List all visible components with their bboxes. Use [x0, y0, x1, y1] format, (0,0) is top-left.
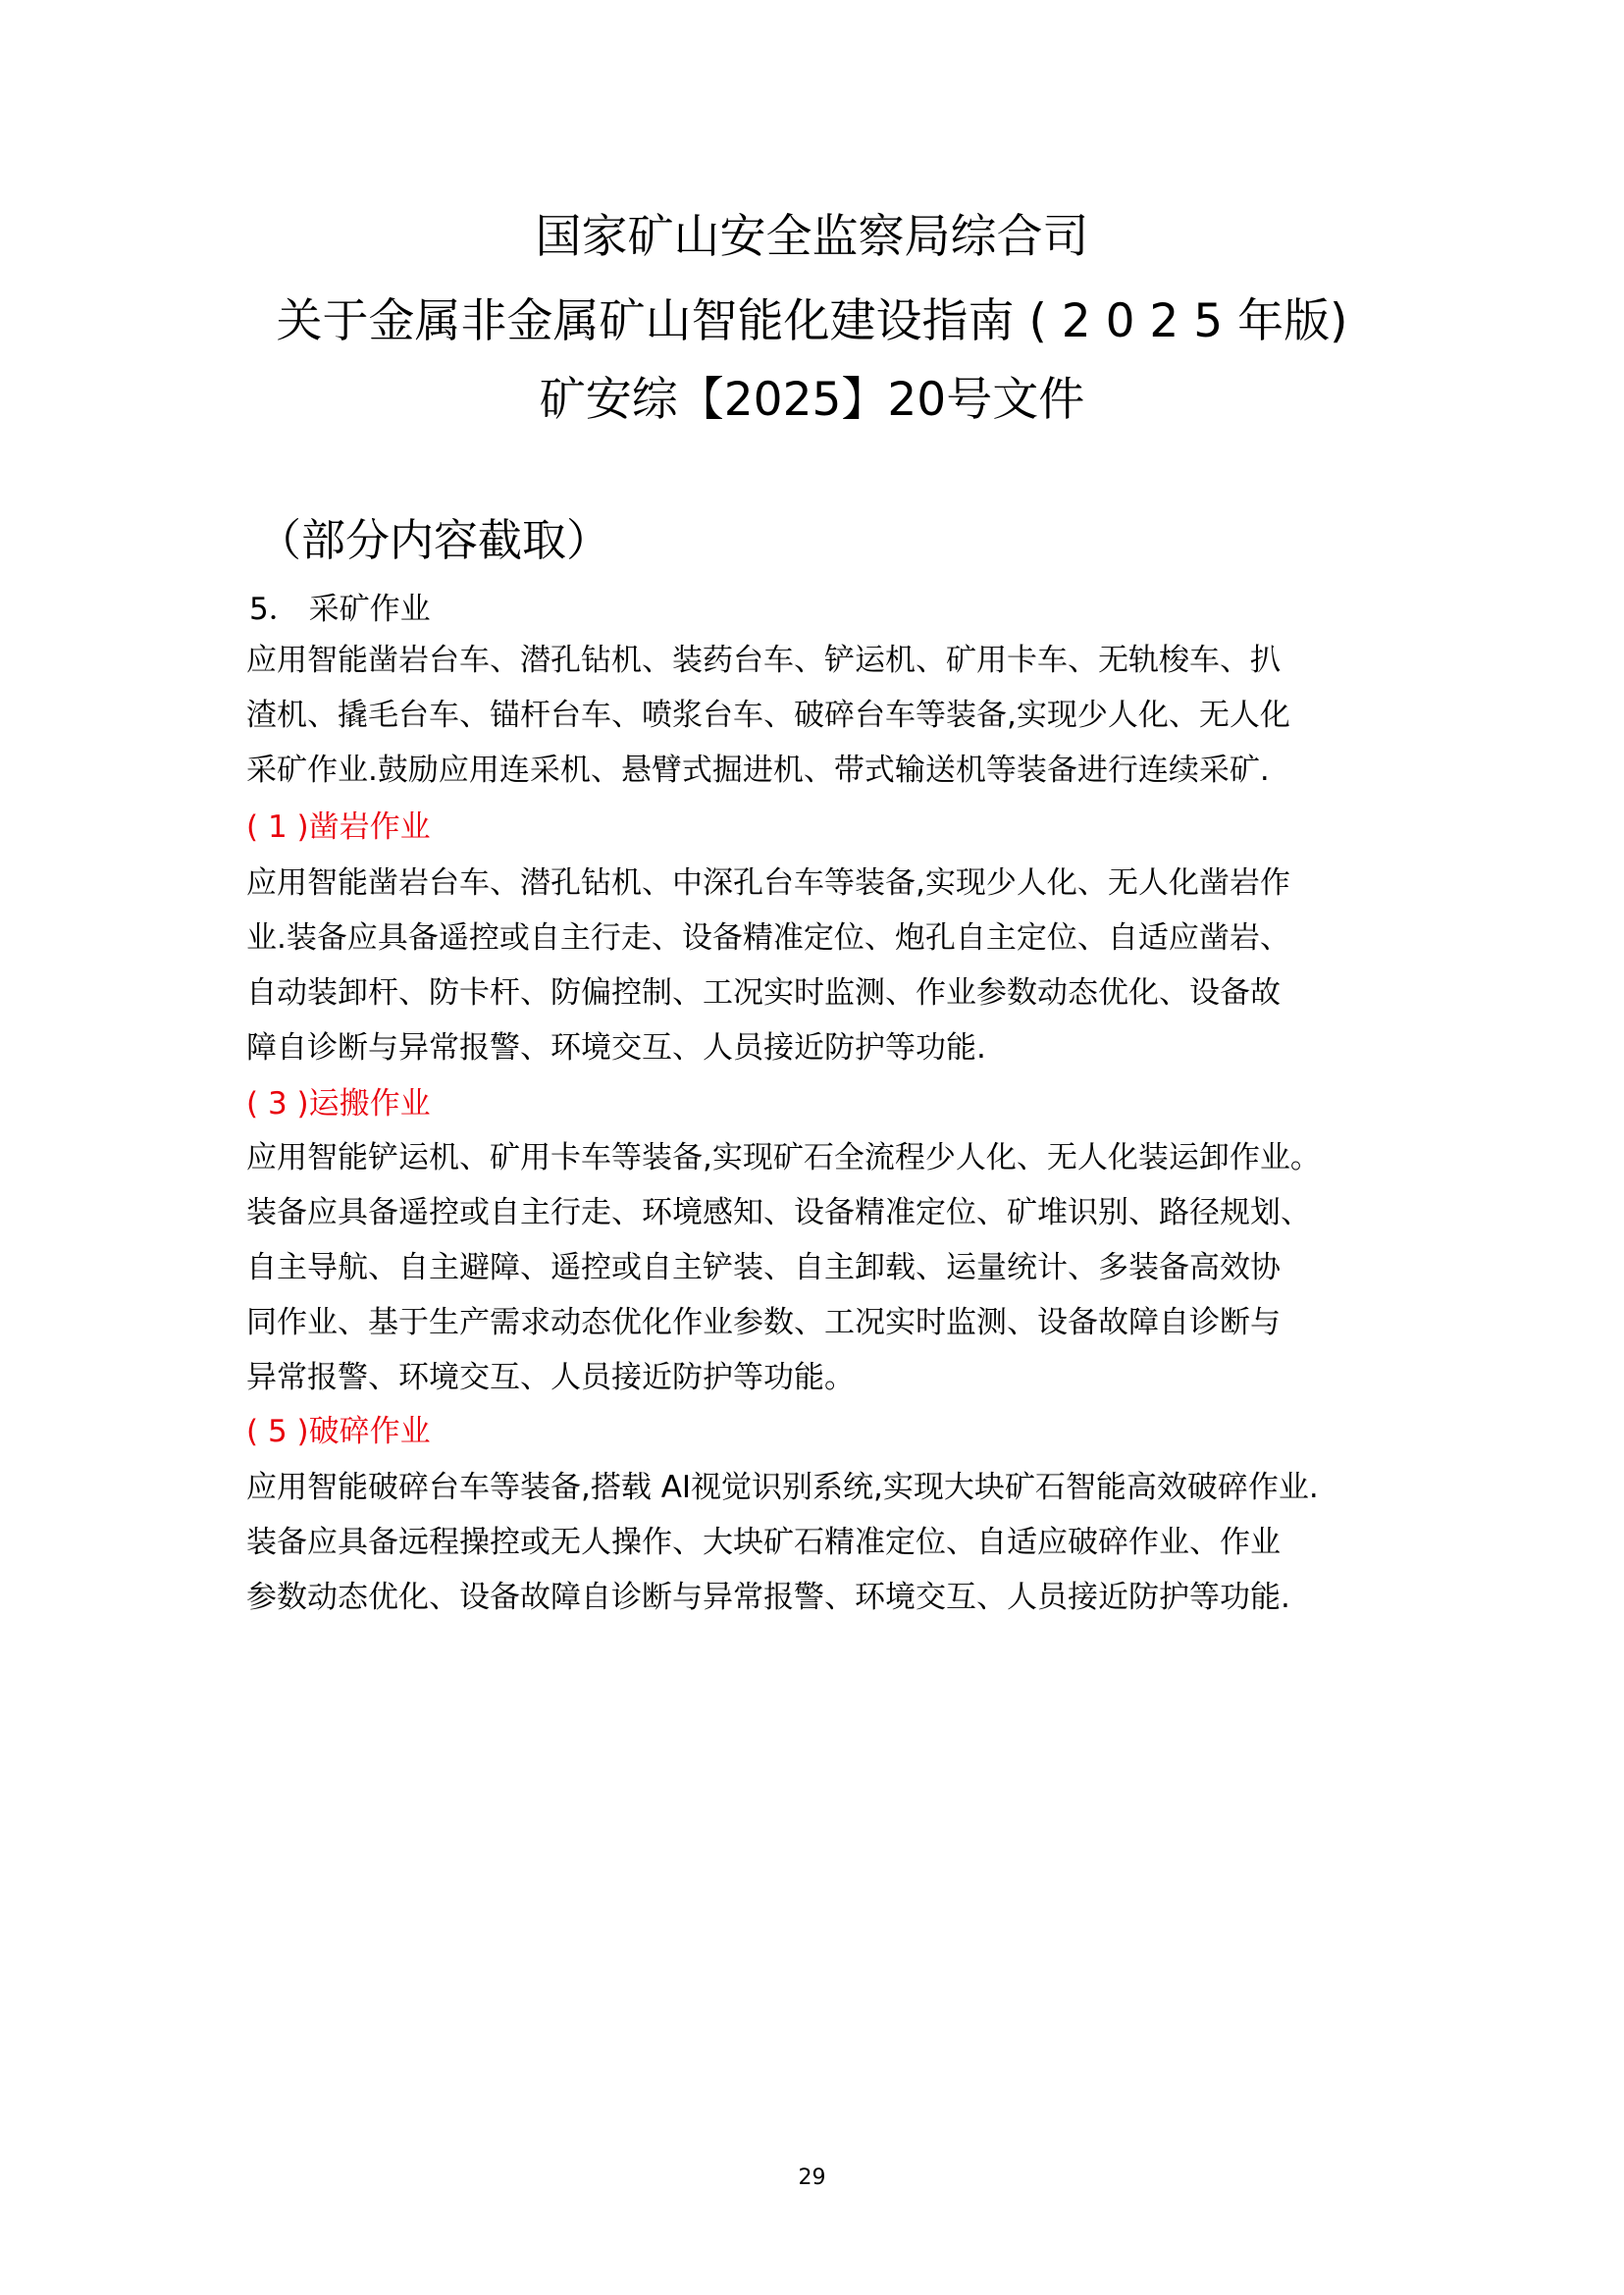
paragraph-line: 应用智能破碎台车等装备,搭载 AI视觉识别系统,实现大块矿石智能高效破碎作业.	[246, 1470, 1319, 1505]
section-heading-crushing: ( 5 )破碎作业	[246, 1414, 431, 1449]
paragraph-line: 装备应具备遥控或自主行走、环境感知、设备精准定位、矿堆识别、路径规划、	[246, 1195, 1311, 1230]
paragraph-line: 应用智能凿岩台车、潜孔钻机、装药台车、铲运机、矿用卡车、无轨梭车、扒	[246, 643, 1281, 678]
paragraph-line: 业.装备应具备遥控或自主行走、设备精准定位、炮孔自主定位、自适应凿岩、	[246, 920, 1290, 956]
item-heading-mining-operation: 5． 采矿作业	[249, 592, 431, 627]
document-number: 矿安综【2025】20号文件	[539, 373, 1085, 427]
section-paragraph-crushing	[246, 1460, 1404, 1625]
paragraph-line: 自主导航、自主避障、遥控或自主铲装、自主卸载、运量统计、多装备高效协	[246, 1250, 1281, 1285]
paragraph-line: 自动装卸杆、防卡杆、防偏控制、工况实时监测、作业参数动态优化、设备故	[246, 975, 1281, 1011]
document-title-issuer: 国家矿山安全监察局综合司	[535, 210, 1089, 264]
section-paragraph-drilling	[246, 856, 1404, 1075]
section-heading-drilling: ( 1 )凿岩作业	[246, 809, 431, 845]
paragraph-line: 参数动态优化、设备故障自诊断与异常报警、环境交互、人员接近防护等功能.	[246, 1580, 1290, 1615]
paragraph-line: 障自诊断与异常报警、环境交互、人员接近防护等功能.	[246, 1030, 986, 1066]
section-paragraph-haulage	[246, 1130, 1404, 1405]
paragraph-line: 同作业、基于生产需求动态优化作业参数、工况实时监测、设备故障自诊断与	[246, 1305, 1281, 1340]
paragraph-line: 采矿作业.鼓励应用连采机、悬臂式掘进机、带式输送机等装备进行连续采矿.	[246, 753, 1270, 788]
document-title-subject: 关于金属非金属矿山智能化建设指南 ( 2 0 2 5 年版)	[276, 294, 1348, 348]
section-heading-haulage: ( 3 )运搬作业	[246, 1086, 431, 1121]
paragraph-line: 异常报警、环境交互、人员接近防护等功能。	[246, 1360, 855, 1395]
paragraph-line: 渣机、撬毛台车、锚杆台车、喷浆台车、破碎台车等装备,实现少人化、无人化	[246, 698, 1290, 733]
paragraph-line: 应用智能凿岩台车、潜孔钻机、中深孔台车等装备,实现少人化、无人化凿岩作	[246, 865, 1290, 901]
paragraph-line: 应用智能铲运机、矿用卡车等装备,实现矿石全流程少人化、无人化装运卸作业。	[246, 1140, 1321, 1175]
intro-paragraph	[246, 633, 1404, 798]
page-number: 29	[798, 2165, 826, 2190]
paragraph-line: 装备应具备远程操控或无人操作、大块矿石精准定位、自适应破碎作业、作业	[246, 1525, 1281, 1560]
excerpt-note: （部分内容截取）	[257, 514, 611, 566]
